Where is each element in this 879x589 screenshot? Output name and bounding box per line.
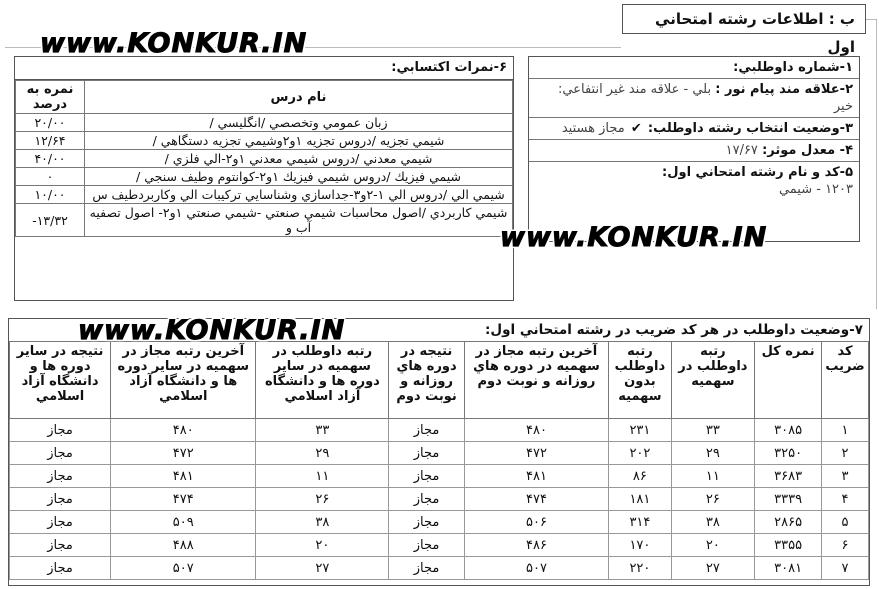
gpa-row xyxy=(529,140,859,162)
ranks-cell: ۵۰۷ xyxy=(464,557,609,580)
ranks-cell: ۳۸ xyxy=(671,511,755,534)
ranks-header-cell: نتيجه در دوره هاي روزانه و نوبت دوم xyxy=(389,342,464,419)
grades-row xyxy=(16,168,513,186)
course-name: شيمي معدني /دروس شيمي معدني ۱و۲-الي فلزي / xyxy=(85,150,513,168)
course-grade: ۲۰/۰۰ xyxy=(16,114,85,132)
ranks-cell: ۱۱ xyxy=(256,465,389,488)
course-name: شيمي الي /دروس الي ۱-۲و۳-جداسازي وشناسايي تركيبات الي وكاربردطيف س xyxy=(85,186,513,204)
ranks-cell: ۴۷۲ xyxy=(111,442,256,465)
ranks-cell: مجاز xyxy=(10,534,111,557)
status-label: ۳-وضعيت انتخاب رشته داوطلب: xyxy=(647,121,853,136)
ranks-cell: ۱ xyxy=(822,419,869,442)
ranks-cell: مجاز xyxy=(389,488,464,511)
grades-row xyxy=(16,114,513,132)
grades-table xyxy=(15,80,513,237)
course-name: شيمي فيزيك /دروس شيمي فيزيك ۱و۲-كوانتوم وطيف سنجي / xyxy=(85,168,513,186)
ranks-cell: ۴۸۱ xyxy=(464,465,609,488)
watermark-text: www.KONKUR.IN xyxy=(40,28,308,59)
ranks-cell: ۴۷۴ xyxy=(111,488,256,511)
status-value: مجاز هستيد xyxy=(561,121,625,136)
ranks-cell: ۳۳۵۵ xyxy=(755,534,822,557)
applicant-info-box xyxy=(528,56,860,242)
field-code-row xyxy=(529,162,859,200)
ranks-cell: مجاز xyxy=(10,511,111,534)
ranks-cell: مجاز xyxy=(10,557,111,580)
course-grade: ۴۰/۰۰ xyxy=(16,150,85,168)
status-row xyxy=(529,118,859,140)
ranks-cell: ۳۱۴ xyxy=(609,511,671,534)
ranks-row xyxy=(10,465,869,488)
ranks-cell: ۲۹ xyxy=(671,442,755,465)
ranks-cell: ۲۰ xyxy=(671,534,755,557)
ranks-cell: ۵ xyxy=(822,511,869,534)
ranks-cell: ۸۶ xyxy=(609,465,671,488)
grades-row xyxy=(16,132,513,150)
ranks-cell: مجاز xyxy=(389,442,464,465)
ranks-header-cell: رتبه داوطلب در سهميه در ساير دوره ها و دانشگاه آزاد اسلامي xyxy=(256,342,389,419)
ranks-row xyxy=(10,557,869,580)
ranks-cell: ۵۰۶ xyxy=(464,511,609,534)
field-code-label: ۵-كد و نام رشته امتحاني اول: xyxy=(662,165,853,180)
ranks-cell: ۵۰۹ xyxy=(111,511,256,534)
ranks-cell: ۳۸ xyxy=(256,511,389,534)
course-name: زبان عمومي وتخصصي /انگليسي / xyxy=(85,114,513,132)
course-grade: -۱۳/۳۲ xyxy=(16,204,85,237)
ranks-cell: ۲۸۶۵ xyxy=(755,511,822,534)
ranks-cell: ۲۶ xyxy=(256,488,389,511)
applicant-number-label: ۱-شماره داوطلبي: xyxy=(733,60,853,75)
checkmark-icon: ✔ xyxy=(630,121,642,136)
ranks-cell: ۱۸۱ xyxy=(609,488,671,511)
ranks-header-cell: آخرين رتبه مجاز در سهميه در ساير دوره ها و دانشگاه آزاد اسلامي xyxy=(111,342,256,419)
ranks-cell: ۳۳۳۹ xyxy=(755,488,822,511)
ranks-cell: ۳۳ xyxy=(256,419,389,442)
course-name: شيمي كاربردي /اصول محاسبات شيمي صنعتي -شيمي صنعتي ۱و۲- اصول تصفيه آب و xyxy=(85,204,513,237)
ranks-cell: ۴۸۱ xyxy=(111,465,256,488)
ranks-cell: ۴۸۰ xyxy=(464,419,609,442)
ranks-cell: ۲۰۲ xyxy=(609,442,671,465)
ranks-cell: مجاز xyxy=(389,465,464,488)
ranks-box xyxy=(8,318,870,586)
ranks-cell: ۴۸۰ xyxy=(111,419,256,442)
ranks-cell: مجاز xyxy=(10,488,111,511)
ranks-table xyxy=(9,341,869,580)
ranks-cell: ۴ xyxy=(822,488,869,511)
ranks-cell: ۵۰۷ xyxy=(111,557,256,580)
grades-header-grade: نمره به درصد xyxy=(16,81,85,114)
ranks-cell: ۳۰۸۱ xyxy=(755,557,822,580)
interest-value: خير xyxy=(833,99,853,114)
ranks-cell: ۲۹ xyxy=(256,442,389,465)
watermark-text: www.KONKUR.IN xyxy=(500,222,768,253)
ranks-cell: ۴۸۸ xyxy=(111,534,256,557)
ranks-cell: ۲۶ xyxy=(671,488,755,511)
ranks-cell: ۲ xyxy=(822,442,869,465)
grades-row xyxy=(16,186,513,204)
grades-row xyxy=(16,150,513,168)
ranks-cell: ۲۷ xyxy=(256,557,389,580)
applicant-number-row xyxy=(529,57,859,79)
ranks-row xyxy=(10,488,869,511)
ranks-cell: ۴۷۲ xyxy=(464,442,609,465)
ranks-cell: ۳۶۸۳ xyxy=(755,465,822,488)
ranks-cell: مجاز xyxy=(10,419,111,442)
ranks-row xyxy=(10,419,869,442)
ranks-cell: ۷ xyxy=(822,557,869,580)
ranks-header-cell: نمره كل xyxy=(755,342,822,419)
course-grade: ۱۲/۶۴ xyxy=(16,132,85,150)
course-name: شيمي تجزيه /دروس تجزيه ۱و۲وشيمي تجزيه دستگاهي / xyxy=(85,132,513,150)
field-code-value: ۱۲۰۳ - شيمي xyxy=(778,182,853,197)
ranks-header-cell: رتبه داوطلب در سهميه xyxy=(671,342,755,419)
interest-label: ۲-علاقه مند پيام نور : xyxy=(715,82,853,97)
ranks-row xyxy=(10,511,869,534)
watermark-text: www.KONKUR.IN xyxy=(78,315,346,346)
ranks-cell: ۶ xyxy=(822,534,869,557)
section-title: ب : اطلاعات رشته امتحاني اول xyxy=(622,4,866,34)
ranks-cell: مجاز xyxy=(389,511,464,534)
ranks-cell: مجاز xyxy=(10,465,111,488)
course-grade: ۱۰/۰۰ xyxy=(16,186,85,204)
ranks-header-cell: آخرين رتبه مجاز در سهميه در دوره هاي روزانه و نوبت دوم xyxy=(464,342,609,419)
ranks-header-cell: رتبه داوطلب بدون سهميه xyxy=(609,342,671,419)
ranks-cell: مجاز xyxy=(10,442,111,465)
ranks-cell: ۳۰۸۵ xyxy=(755,419,822,442)
ranks-cell: ۳۳ xyxy=(671,419,755,442)
ranks-cell: ۱۷۰ xyxy=(609,534,671,557)
frame-line xyxy=(866,19,876,20)
ranks-cell: ۱۱ xyxy=(671,465,755,488)
interest-options: بلي - علاقه مند غير انتفاعي: xyxy=(558,82,712,97)
ranks-title: ۷-وضعيت داوطلب در هر كد ضريب در رشته امتحاني اول: xyxy=(485,322,863,338)
ranks-cell: ۴۷۴ xyxy=(464,488,609,511)
frame-line xyxy=(876,19,877,309)
ranks-header-cell: نتيجه در ساير دوره ها و دانشگاه آزاد اسلامي xyxy=(10,342,111,419)
ranks-cell: ۲۲۰ xyxy=(609,557,671,580)
gpa-label: ۴- معدل موثر: xyxy=(762,143,853,158)
course-grade: ۰ xyxy=(16,168,85,186)
ranks-header-cell: كد ضريب xyxy=(822,342,869,419)
ranks-cell: مجاز xyxy=(389,419,464,442)
grades-box xyxy=(14,56,514,301)
ranks-row xyxy=(10,534,869,557)
ranks-cell: ۳۲۵۰ xyxy=(755,442,822,465)
ranks-cell: ۲۷ xyxy=(671,557,755,580)
interest-row xyxy=(529,79,859,118)
ranks-cell: ۲۳۱ xyxy=(609,419,671,442)
grades-row xyxy=(16,204,513,237)
grades-header-name: نام درس xyxy=(85,81,513,114)
ranks-cell: مجاز xyxy=(389,534,464,557)
ranks-cell: مجاز xyxy=(389,557,464,580)
grades-title: ۶-نمرات اكتسابي: xyxy=(15,57,513,80)
gpa-value: ۱۷/۶۷ xyxy=(725,143,758,158)
ranks-cell: ۴۸۶ xyxy=(464,534,609,557)
ranks-row xyxy=(10,442,869,465)
ranks-cell: ۳ xyxy=(822,465,869,488)
ranks-cell: ۲۰ xyxy=(256,534,389,557)
